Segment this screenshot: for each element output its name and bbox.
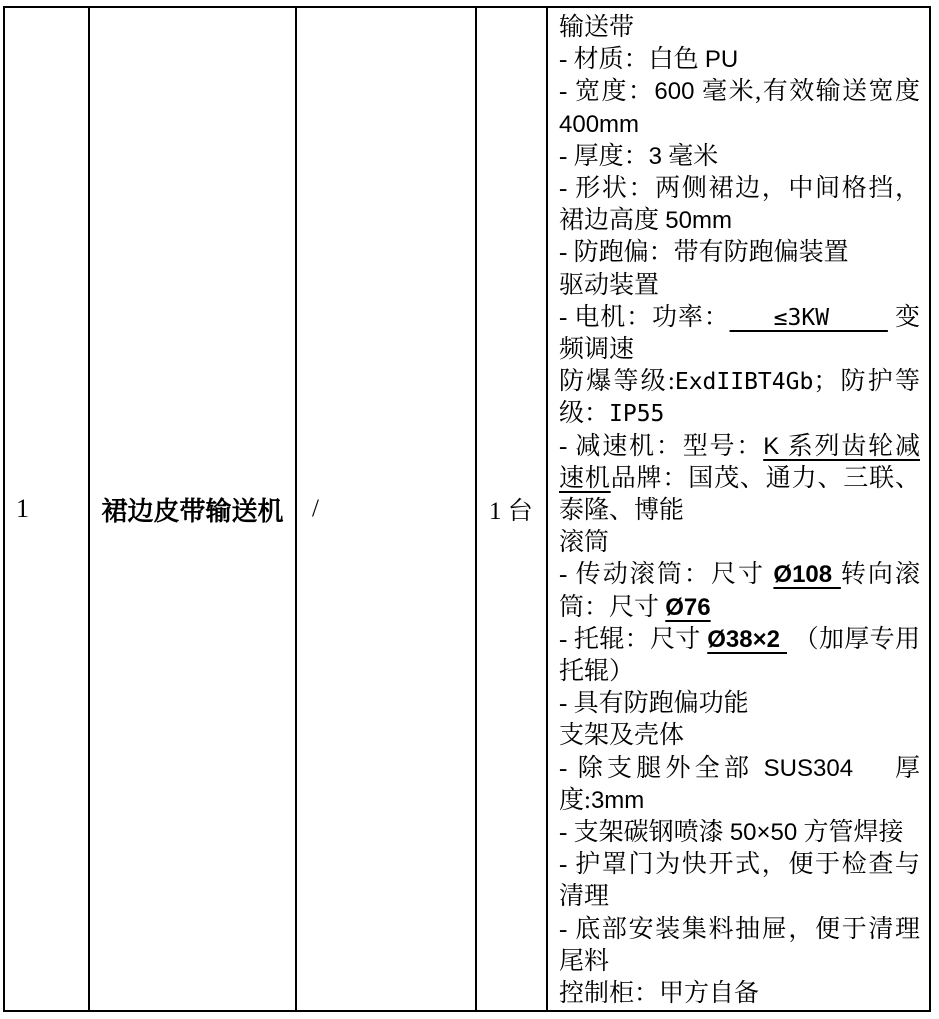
spec-paragraph: [559, 270, 920, 302]
spec-text-segment: 转向滚筒：尺寸: [559, 561, 920, 621]
details-content: [559, 12, 920, 1010]
spec-text-segment: IP55: [609, 401, 665, 428]
quantity-value: 1 台: [489, 498, 533, 525]
spec-text-segment: PU: [704, 46, 739, 74]
spec-paragraph: [559, 141, 920, 173]
spec-paragraph: [559, 817, 920, 849]
spec-paragraph: [559, 978, 920, 1010]
spec-text-segment: 变频调速: [559, 303, 920, 364]
spec-text-segment: - 具有防跑偏功能: [559, 690, 749, 718]
spec-paragraph: [559, 237, 920, 269]
spec-text-segment: 50×50: [729, 819, 798, 847]
spec-text-segment: - 除支腿外全部: [559, 754, 764, 782]
quantity-cell: [477, 8, 548, 1010]
underlined-value: K: [763, 432, 788, 460]
spec-text-segment: - 护罩门为快开式，便于检查与清理: [559, 851, 920, 911]
spec-text-segment: 400mm: [559, 110, 640, 138]
spec-text-segment: 方管焊接: [797, 819, 904, 847]
spec-text-segment: 滚筒: [559, 529, 610, 557]
spec-text-segment: - 支架碳钢喷漆: [559, 819, 730, 847]
underlined-value: Ø38×2: [707, 625, 787, 653]
spec-text-segment: ；防护等级：: [559, 368, 920, 428]
spec-text-segment: - 厚度：: [559, 142, 649, 170]
spec-text-segment: - 材质：白色: [559, 46, 705, 74]
name-cell: [90, 8, 297, 1010]
spec-text-segment: - 防跑偏：带有防跑偏装置: [559, 239, 849, 267]
spec-text-segment: - 减速机：型号：: [559, 432, 764, 460]
spec-paragraph: [559, 624, 920, 688]
spec-text-segment: 输送带: [559, 14, 635, 41]
spec-paragraph: [559, 849, 920, 913]
spec-paragraph: [559, 302, 920, 366]
spec-model-value: /: [312, 495, 319, 522]
spec-paragraph: [559, 527, 920, 559]
spec-text-segment: 3: [648, 142, 662, 170]
spec-paragraph: [559, 688, 920, 720]
spec-paragraph: [559, 12, 920, 44]
spec-paragraph: [559, 366, 920, 430]
spec-text-segment: （加厚专用托辊）: [559, 625, 920, 686]
spec-text-segment: 毫米,有效输送宽度: [694, 78, 920, 106]
spec-text-segment: 控制柜：甲方自备: [559, 980, 760, 1008]
spec-text-segment: ExdIIBT4Gb: [674, 369, 814, 396]
spec-paragraph: [559, 431, 920, 528]
spec-text-segment: 3mm: [590, 786, 645, 814]
spec-paragraph: [559, 753, 920, 817]
spec-text-segment: 品牌：国茂、通力、三联、泰隆、博能: [559, 464, 920, 525]
spec-text-segment: 600: [654, 78, 695, 106]
spec-text-segment: - 宽度：: [559, 78, 655, 106]
spec-paragraph: [559, 44, 920, 76]
spec-text-segment: 支架及壳体: [559, 722, 685, 750]
underlined-value: ≤3KW: [729, 304, 888, 331]
row-index: 1: [16, 494, 29, 523]
equipment-name: 裙边皮带输送机: [101, 496, 284, 526]
spec-model-cell: [297, 8, 477, 1010]
underlined-value: 系列齿轮减速机: [559, 432, 921, 492]
spec-text-segment: - 电机：功率：: [559, 303, 730, 331]
spec-paragraph: [559, 720, 920, 752]
spec-text-segment: - 底部安装集料抽屉，便于清理尾料: [559, 915, 920, 975]
spec-paragraph: [559, 173, 920, 237]
spec-text-segment: 50mm: [665, 207, 732, 235]
spec-text-segment: 毫米: [661, 142, 719, 170]
spec-paragraph: [559, 914, 920, 978]
spec-text-segment: - 传动滚筒：尺寸: [559, 561, 774, 589]
underlined-value: Ø108: [773, 561, 841, 589]
spec-text-segment: 厚度:: [559, 754, 920, 814]
spec-text-segment: 驱动装置: [559, 271, 660, 299]
spec-text-segment: - 形状：两侧裙边，中间格挡，裙边高度: [559, 175, 920, 235]
spec-paragraph: [559, 76, 920, 140]
details-cell: [548, 8, 929, 1010]
underlined-value: Ø76: [665, 593, 711, 621]
spec-text-segment: 防爆等级:: [559, 368, 675, 396]
spec-paragraph: [559, 559, 920, 623]
spec-text-segment: SUS304: [763, 754, 854, 782]
index-cell: [5, 8, 90, 1010]
spec-text-segment: - 托辊：尺寸: [559, 625, 708, 653]
spec-table: [3, 6, 931, 1012]
